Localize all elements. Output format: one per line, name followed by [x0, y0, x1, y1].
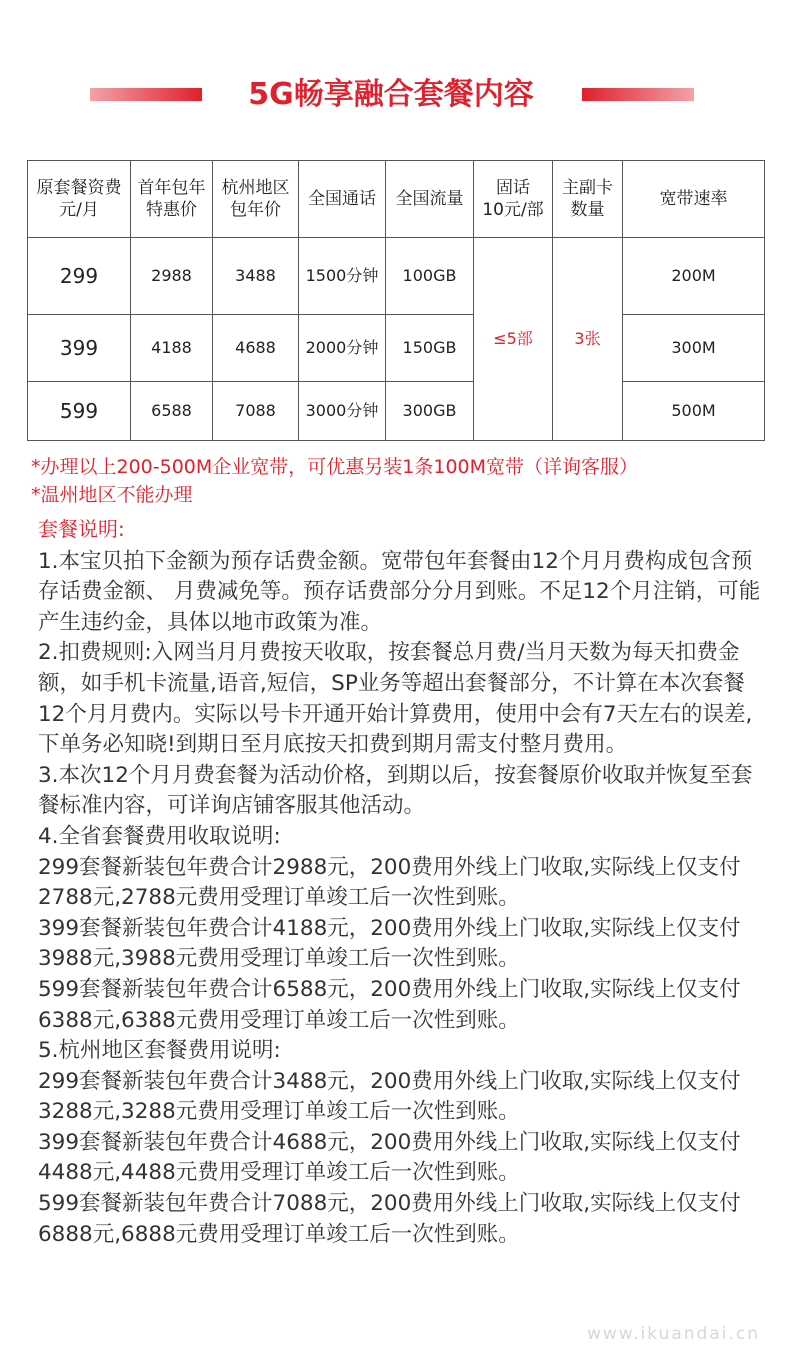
description-paragraph: 599套餐新装包年费合计7088元，200费用外线上门收取,实际线上仅支付6888元,6888元费用受理订单竣工后一次性到账。 — [38, 1191, 741, 1247]
landline-cell: ≤5部 — [474, 238, 553, 441]
broadband-cell: 300M — [623, 315, 765, 382]
header-cell: 全国流量 — [386, 161, 474, 238]
description-paragraph: 4.全省套餐费用收取说明: — [38, 823, 281, 849]
notes — [31, 453, 771, 509]
page-title: 5G畅享融合套餐内容 — [248, 77, 534, 112]
header-cell: 固话 10元/部 — [474, 161, 553, 238]
description-paragraph: 299套餐新装包年费合计3488元，200费用外线上门收取,实际线上仅支付3288元,3288元费用受理订单竣工后一次性到账。 — [38, 1068, 741, 1125]
watermark: www.ikuandai.cn — [586, 1324, 760, 1344]
data-cell: 100GB — [386, 238, 474, 315]
header-cell: 宽带速率 — [623, 161, 765, 238]
broadband-cell: 500M — [623, 382, 765, 441]
fee-cell: 399 — [28, 315, 131, 382]
fee-cell: 299 — [28, 238, 131, 315]
note-wenzhou: *温州地区不能办理 — [31, 484, 193, 506]
header-left-bar — [90, 88, 202, 101]
first-year-cell: 2988 — [131, 238, 213, 315]
calls-cell: 2000分钟 — [299, 315, 386, 382]
table-header-row — [28, 161, 765, 238]
description-title: 套餐说明: — [38, 517, 125, 541]
description-paragraph: 1.本宝贝拍下金额为预存话费金额。宽带包年套餐由12个月月费构成包含预存话费金额、 月费减免等。预存话费部分分月到账。不足12个月注销，可能产生违约金，具体以地市政策为准。 — [38, 548, 761, 635]
broadband-cell: 200M — [623, 238, 765, 315]
table-row — [28, 382, 765, 441]
note-broadband: *办理以上200-500M企业宽带，可优惠另装1条100M宽带（详询客服） — [31, 456, 639, 478]
data-cell: 150GB — [386, 315, 474, 382]
description-paragraph: 399套餐新装包年费合计4188元，200费用外线上门收取,实际线上仅支付3988元,3988元费用受理订单竣工后一次性到账。 — [38, 915, 741, 972]
hangzhou-cell: 3488 — [213, 238, 299, 315]
first-year-cell: 6588 — [131, 382, 213, 441]
first-year-cell: 4188 — [131, 315, 213, 382]
description-paragraph: 3.本次12个月月费套餐为活动价格，到期以后，按套餐原价收取并恢复至套餐标准内容，可详询店铺客服其他活动。 — [38, 762, 753, 819]
header-cell: 首年包年 特惠价 — [131, 161, 213, 238]
hangzhou-cell: 7088 — [213, 382, 299, 441]
description-paragraph: 399套餐新装包年费合计4688元，200费用外线上门收取,实际线上仅支付4488元,4488元费用受理订单竣工后一次性到账。 — [38, 1129, 741, 1186]
header-right-bar — [582, 88, 694, 101]
header-cell: 全国通话 — [299, 161, 386, 238]
table-row — [28, 315, 765, 382]
plan-table — [27, 160, 765, 441]
header-cell: 原套餐资费 元/月 — [28, 161, 131, 238]
description-paragraph: 5.杭州地区套餐费用说明: — [38, 1038, 281, 1064]
plan-description — [38, 514, 763, 1250]
calls-cell: 3000分钟 — [299, 382, 386, 441]
table-row — [28, 238, 765, 315]
header-cell: 杭州地区 包年价 — [213, 161, 299, 238]
description-paragraph: 299套餐新装包年费合计2988元，200费用外线上门收取,实际线上仅支付2788元,2788元费用受理订单竣工后一次性到账。 — [38, 854, 741, 911]
hangzhou-cell: 4688 — [213, 315, 299, 382]
description-paragraph: 599套餐新装包年费合计6588元，200费用外线上门收取,实际线上仅支付6388元,6388元费用受理订单竣工后一次性到账。 — [38, 976, 741, 1033]
header-cell: 主副卡 数量 — [553, 161, 623, 238]
cards-cell: 3张 — [553, 238, 623, 441]
fee-cell: 599 — [28, 382, 131, 441]
calls-cell: 1500分钟 — [299, 238, 386, 315]
description-paragraph: 2.扣费规则:入网当月月费按天收取，按套餐总月费/当月天数为每天扣费金额，如手机卡流量,语音,短信，SP业务等超出套餐部分，不计算在本次套餐12个月月费内。实际以号卡开通开始计算费用，使用中会有7天左右的误差,下单务必知晓!到期日至月底按天扣费到期月需支付整月费用。 — [38, 640, 753, 758]
data-cell: 300GB — [386, 382, 474, 441]
page-header — [0, 72, 790, 122]
